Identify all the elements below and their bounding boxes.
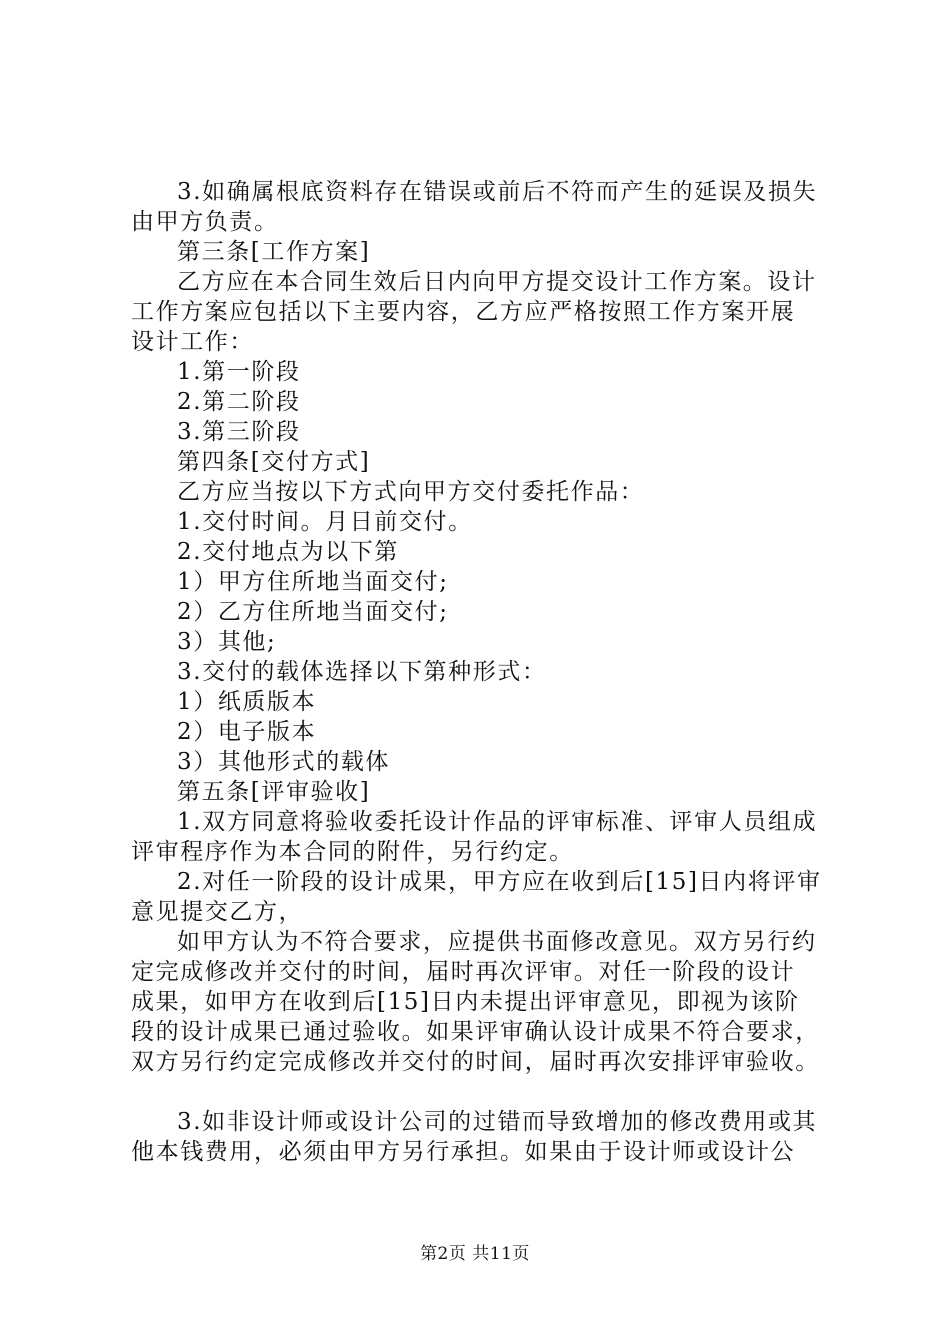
text-line: 3.如非设计师或设计公司的过错而导致增加的修改费用或其 xyxy=(177,1109,818,1135)
list-item: 2）电子版本 xyxy=(177,719,317,745)
paragraph-gap xyxy=(131,1077,831,1107)
list-item: 3.交付的载体选择以下第种形式： xyxy=(177,659,547,685)
text-line: 由甲方负责。 xyxy=(131,209,279,235)
text-line: 2.对任一阶段的设计成果，甲方应在收到后[15]日内将评审 xyxy=(177,869,822,895)
list-item: 1.第一阶段 xyxy=(177,359,301,385)
section-heading: 第三条[工作方案] xyxy=(177,239,371,265)
list-item: 1.交付时间。月日前交付。 xyxy=(177,509,473,535)
text-line: 双方另行约定完成修改并交付的时间，届时再次安排评审验收。 xyxy=(131,1049,820,1075)
section-heading: 第四条[交付方式] xyxy=(177,449,371,475)
text-line: 定完成修改并交付的时间，届时再次评审。对任一阶段的设计 xyxy=(131,959,796,985)
text-line: 工作方案应包括以下主要内容，乙方应严格按照工作方案开展 xyxy=(131,299,796,325)
list-item: 2.交付地点为以下第 xyxy=(177,539,399,565)
text-line: 1.双方同意将验收委托设计作品的评审标准、评审人员组成 xyxy=(177,809,818,835)
text-line: 段的设计成果已通过验收。如果评审确认设计成果不符合要求， xyxy=(131,1019,820,1045)
page-number-footer: 第2页 共11页 xyxy=(420,1244,530,1264)
text-line: 设计工作： xyxy=(131,329,254,355)
section-heading: 第五条[评审验收] xyxy=(177,779,371,805)
text-line: 意见提交乙方， xyxy=(131,899,304,925)
list-item: 1）甲方住所地当面交付; xyxy=(177,569,449,595)
text-line: 乙方应在本合同生效后日内向甲方提交设计工作方案。设计 xyxy=(177,269,817,295)
document-body xyxy=(131,177,831,1167)
text-line: 乙方应当按以下方式向甲方交付委托作品： xyxy=(177,479,645,505)
list-item: 2.第二阶段 xyxy=(177,389,301,415)
list-item: 2）乙方住所地当面交付; xyxy=(177,599,449,625)
list-item: 3）其他形式的载体 xyxy=(177,749,391,775)
text-line: 3.如确属根底资料存在错误或前后不符而产生的延误及损失 xyxy=(177,179,818,205)
text-line: 成果，如甲方在收到后[15]日内未提出评审意见，即视为该阶 xyxy=(131,989,800,1015)
list-item: 3）其他; xyxy=(177,629,277,655)
text-line: 如甲方认为不符合要求，应提供书面修改意见。双方另行约 xyxy=(177,929,817,955)
text-line: 评审程序作为本合同的附件，另行约定。 xyxy=(131,839,574,865)
text-line: 他本钱费用，必须由甲方另行承担。如果由于设计师或设计公 xyxy=(131,1139,796,1165)
list-item: 1）纸质版本 xyxy=(177,689,317,715)
list-item: 3.第三阶段 xyxy=(177,419,301,445)
